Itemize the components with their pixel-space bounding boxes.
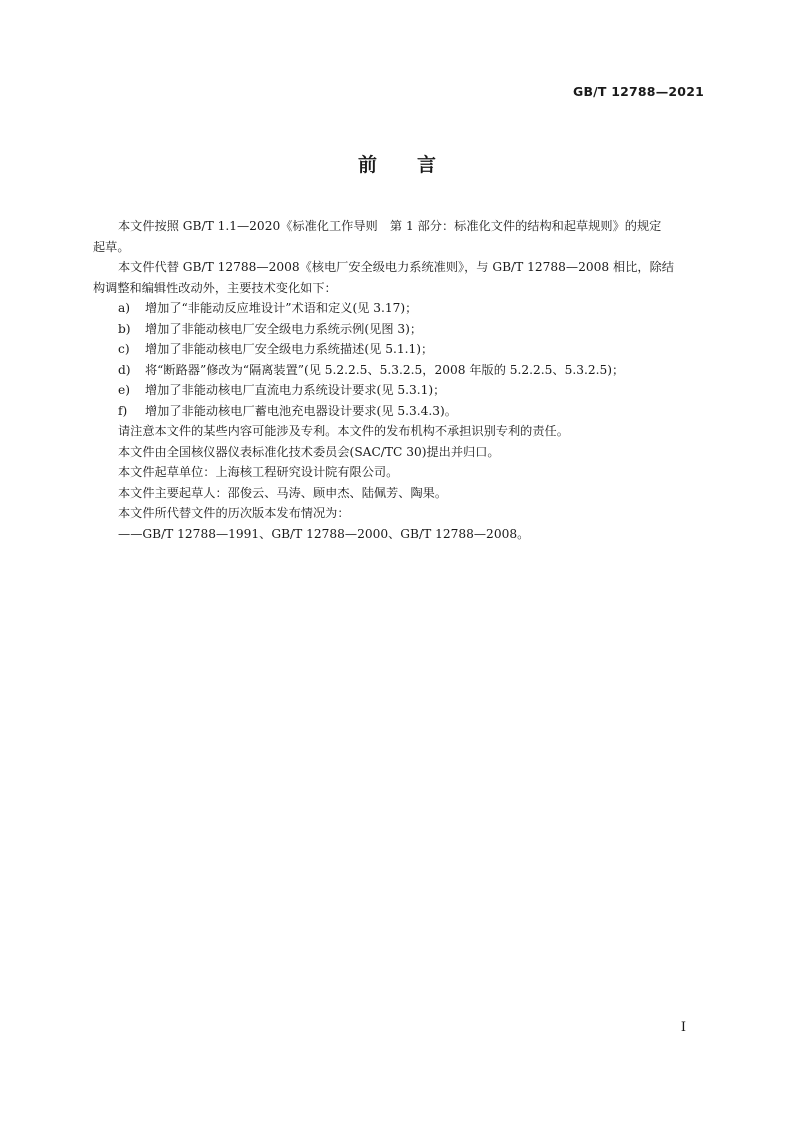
paragraph-basis-line2: 起草。: [93, 239, 130, 254]
page-number: I: [680, 1020, 686, 1035]
history-intro: 本文件所代替文件的历次版本发布情况为：: [118, 506, 350, 520]
paragraph-replace-line1: 本文件代替 GB/T 12788—2008《核电厂安全级电力系统准则》，与 GB/T 12788—2008 相比，除结: [118, 260, 674, 274]
drafters: 本文件主要起草人：邵俊云、马涛、顾申杰、陆佩芳、陶果。: [118, 485, 448, 500]
history-list: ——GB/T 12788—1991、GB/T 12788—2000、GB/T 12788—2008。: [118, 526, 530, 541]
list-item-mark: f): [118, 403, 128, 418]
standard-code: GB/T 12788—2021: [572, 84, 704, 99]
patent-notice: 请注意本文件的某些内容可能涉及专利。本文件的发布机构不承担识别专利的责任。: [118, 424, 569, 438]
foreword-body: [93, 216, 710, 544]
list-item-text: 增加了非能动核电厂蓄电池充电器设计要求(见 5.3.4.3)。: [145, 403, 457, 418]
list-item-text: 将“断路器”修改为“隔离装置”(见 5.2.2.5、5.3.2.5，2008 年版的 5.2.2.5、5.3.2.5)；: [145, 362, 625, 377]
list-item: [118, 339, 710, 360]
paragraph-basis-line1: 本文件按照 GB/T 1.1—2020《标准化工作导则 第 1 部分：标准化文件的结构和起草规则》的规定: [118, 219, 662, 233]
list-item-mark: c): [118, 342, 130, 356]
list-item-text: 增加了非能动核电厂安全级电力系统描述(见 5.1.1)；: [145, 342, 434, 356]
page-title: [0, 150, 794, 177]
list-item-text: 增加了“非能动反应堆设计”术语和定义(见 3.17)；: [145, 301, 418, 315]
list-item-mark: d): [118, 362, 131, 377]
list-item-text: 增加了非能动核电厂直流电力系统设计要求(见 5.3.1)；: [145, 383, 446, 397]
list-item: [118, 319, 710, 340]
drafting-unit: 本文件起草单位：上海核工程研究设计院有限公司。: [118, 465, 399, 479]
list-item: [118, 360, 710, 381]
list-item: [118, 380, 710, 401]
list-item-text: 增加了非能动核电厂安全级电力系统示例(见图 3)；: [145, 321, 423, 336]
title-char-1: 前: [357, 154, 377, 176]
title-char-2: 言: [417, 154, 437, 176]
list-item: [118, 298, 710, 319]
list-item-mark: b): [118, 321, 131, 336]
paragraph-replace-line2: 构调整和编辑性改动外，主要技术变化如下：: [93, 280, 337, 295]
list-item: [118, 401, 710, 422]
proposer-statement: 本文件由全国核仪器仪表标准化技术委员会(SAC/TC 30)提出并归口。: [118, 444, 500, 459]
list-item-mark: e): [118, 383, 130, 397]
list-item-mark: a): [118, 301, 131, 315]
